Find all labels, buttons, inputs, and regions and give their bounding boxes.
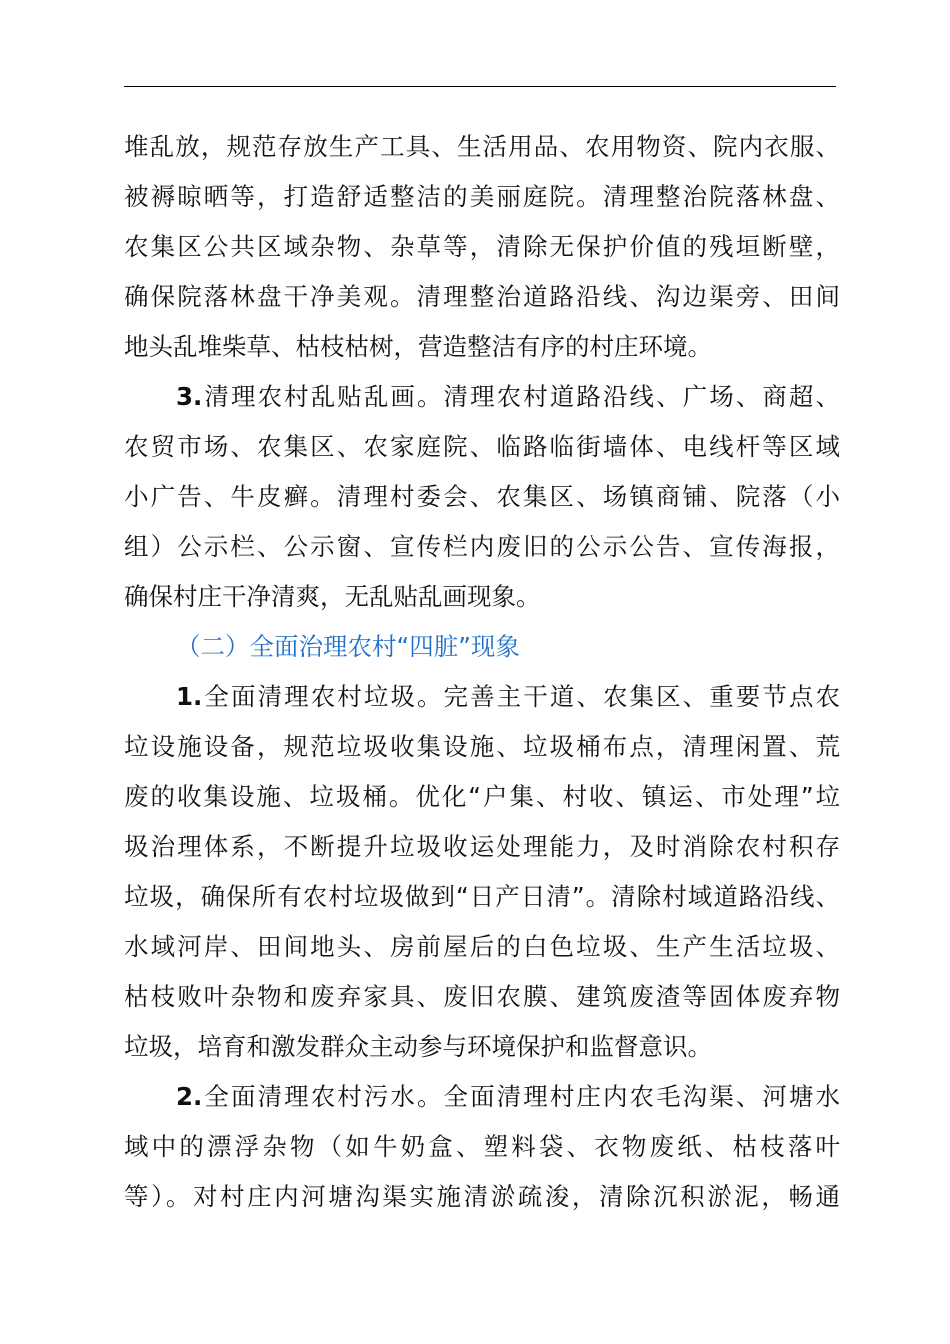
paragraph-line: 垃设施设备，规范垃圾收集设施、垃圾桶布点，清理闲置、荒 xyxy=(124,732,840,761)
paragraph-line: 确保院落林盘干净美观。清理整治道路沿线、沟边渠旁、田间 xyxy=(124,282,840,311)
paragraph-line: 等）。对村庄内河塘沟渠实施清淤疏浚，清除沉积淤泥，畅通 xyxy=(124,1182,840,1211)
paragraph-1 xyxy=(124,122,840,372)
paragraph-line: 农集区公共区域杂物、杂草等，清除无保护价值的残垣断壁， xyxy=(124,232,840,261)
item-number: 3. xyxy=(176,382,203,411)
paragraph-line-text: 清理农村乱贴乱画。清理农村道路沿线、广场、商超、 xyxy=(202,382,840,411)
paragraph-line-text: 全面清理农村垃圾。完善主干道、农集区、重要节点农 xyxy=(202,682,840,711)
paragraph-line: 圾治理体系，不断提升垃圾收运处理能力，及时消除农村积存 xyxy=(124,832,840,861)
paragraph-line: 枯枝败叶杂物和废弃家具、废旧农膜、建筑废渣等固体废弃物 xyxy=(124,982,840,1011)
paragraph-line: 废的收集设施、垃圾桶。优化“户集、村收、镇运、市处理”垃 xyxy=(124,782,840,811)
paragraph-line: 堆乱放，规范存放生产工具、生活用品、农用物资、院内衣服、 xyxy=(124,132,840,161)
paragraph-line: 垃圾，培育和激发群众主动参与环境保护和监督意识。 xyxy=(124,1032,712,1061)
section-heading: （二）全面治理农村“四脏”现象 xyxy=(176,632,520,661)
paragraph-line: 水域河岸、田间地头、房前屋后的白色垃圾、生产生活垃圾、 xyxy=(124,932,840,961)
paragraph-line: 小广告、牛皮癣。清理村委会、农集区、场镇商铺、院落（小 xyxy=(124,482,840,511)
paragraph-first-line xyxy=(124,672,840,722)
item-number: 2. xyxy=(176,1082,203,1111)
paragraph-3 xyxy=(124,672,840,1072)
paragraph-line-text: 全面清理农村污水。全面清理村庄内农毛沟渠、河塘水 xyxy=(202,1082,840,1111)
paragraph-line: 被褥晾晒等，打造舒适整洁的美丽庭院。清理整治院落林盘、 xyxy=(124,182,840,211)
paragraph-first-line xyxy=(124,1072,840,1122)
paragraph-line: 组）公示栏、公示窗、宣传栏内废旧的公示公告、宣传海报， xyxy=(124,532,840,561)
paragraph-line: 确保村庄干净清爽，无乱贴乱画现象。 xyxy=(124,582,541,611)
item-number: 1. xyxy=(176,682,203,711)
document-body xyxy=(124,122,840,1222)
paragraph-4 xyxy=(124,1072,840,1222)
paragraph-first-line xyxy=(124,372,840,422)
paragraph-2 xyxy=(124,372,840,622)
paragraph-line: 域中的漂浮杂物（如牛奶盒、塑料袋、衣物废纸、枯枝落叶 xyxy=(124,1132,840,1161)
header-rule xyxy=(124,86,836,87)
paragraph-line: 地头乱堆柴草、枯枝枯树，营造整洁有序的村庄环境。 xyxy=(124,332,712,361)
paragraph-line: 农贸市场、农集区、农家庭院、临路临街墙体、电线杆等区域 xyxy=(124,432,840,461)
paragraph-line: 垃圾，确保所有农村垃圾做到“日产日清”。清除村域道路沿线、 xyxy=(124,882,840,911)
